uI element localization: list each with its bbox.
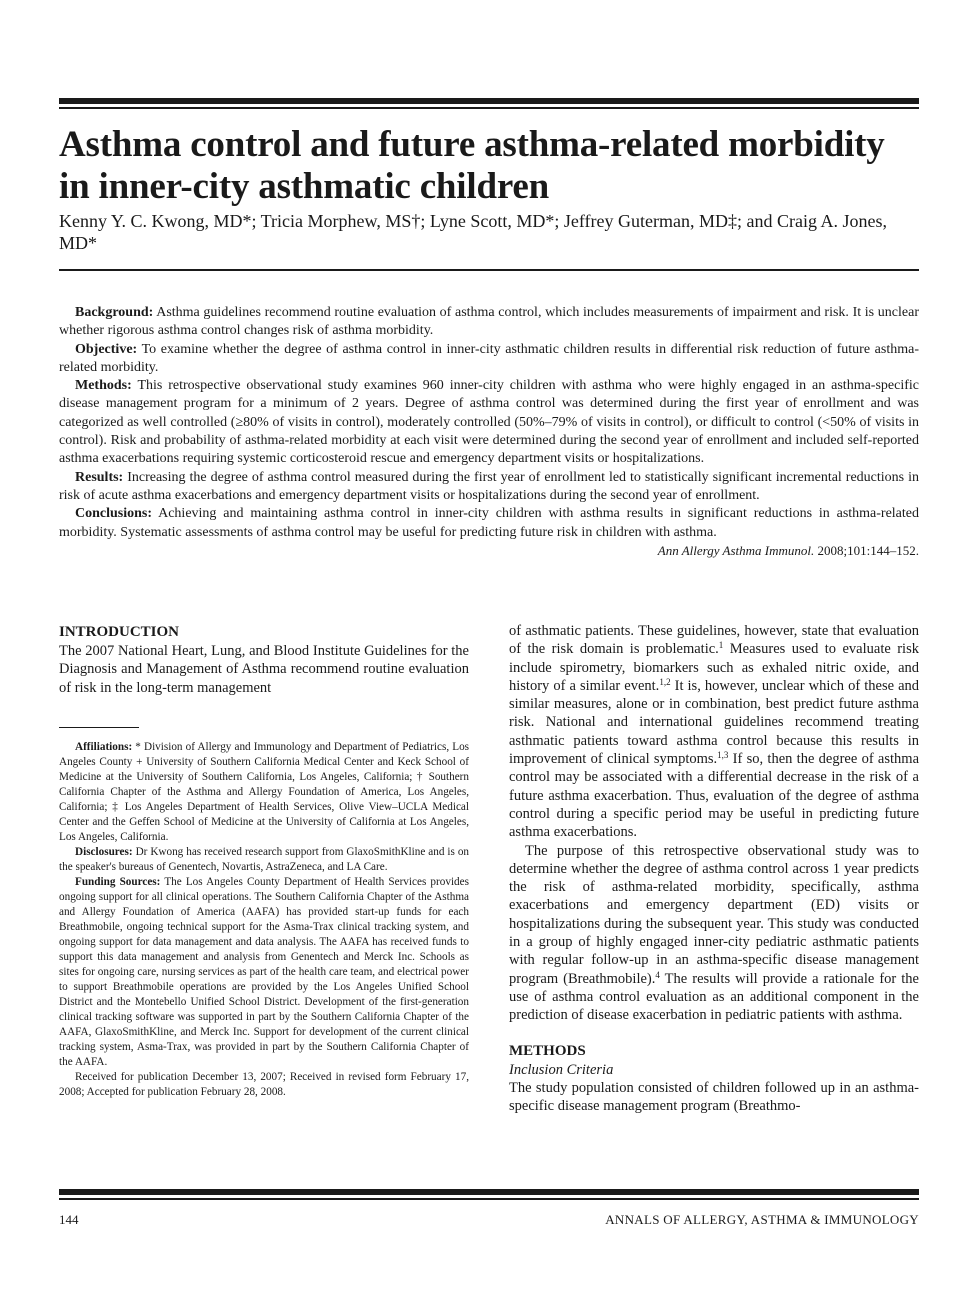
- introduction-paragraph-2: [509, 842, 919, 1025]
- footer-rule-bottom: [59, 1198, 919, 1200]
- reference-superscript: 1,3: [717, 750, 729, 761]
- header-rule-bottom: [59, 107, 919, 109]
- affiliations-label: Affiliations:: [75, 740, 133, 753]
- footnote-rule: [59, 727, 139, 728]
- reference-superscript: 1: [718, 640, 724, 651]
- citation-journal: Ann Allergy Asthma Immunol.: [657, 542, 815, 558]
- methods-subheading: Inclusion Criteria: [509, 1061, 614, 1078]
- funding-label: Funding Sources:: [75, 875, 161, 888]
- funding-text: The Los Angeles County Department of Health Services provides ongoing support for all clinical operations. The Southern California Chapter of the Asthma and Allergy Foundation of America (AAFA) has provided start-up funds for each Breathmobile, ongoing technical support for the Asma-Trax clinical tracking system, and ongoing support for data management and data analysis. The AAFA has received funds to support this data management and analysis from Genentech and Merck Inc. Schools as sites for ongoing care, nursing services as part of the health care team, and electrical power to support Breathmobile operations are provided by the Los Angeles Unified School District and the Montebello Unified School District. Development of the first-generation clinical tracking software was supported in part by the Southern California Chapter of the AAFA, GlaxoSmithKline, and Merck Inc. Support for development of the current clinical tracking system, Asma-Trax, was provided in part by the Southern California Chapter of the AAFA.: [59, 875, 469, 1068]
- abstract-methods-text: This retrospective observational study examines 960 inner-city children with asthma who were highly engaged in an asthma-specific disease management program for a minimum of 2 years. Degree of asthma control was determined during the first year of enrollment and was categorized as well controlled (≥80% of visits in control), moderately controlled (50%–79% of visits in control), or difficult to control (<50% of visits in control). Risk and probability of asthma-related morbidity at each visit were determined during the second year of enrollment and included self-reported asthma exacerbations requiring systemic corticosteroid rescue and emergency department visits or hospitalizations.: [59, 378, 919, 467]
- abstract-results: [59, 469, 919, 506]
- reference-superscript: 1,2: [659, 676, 671, 687]
- header-rule-top: [59, 98, 919, 104]
- intro-text-a: of asthmatic patients. These guidelines, however, state that evaluation of the risk domain is problematic.: [509, 623, 919, 658]
- article-authors: Kenny Y. C. Kwong, MD*; Tricia Morphew, MS†; Lyne Scott, MD*; Jeffrey Guterman, MD‡; and Craig A. Jones, MD*: [59, 211, 887, 253]
- abstract-background-text: Asthma guidelines recommend routine evaluation of asthma control, which includes measurements of impairment and risk. It is unclear whether rigorous asthma control changes risk of asthma morbidity.: [59, 305, 919, 339]
- footer-rule-top: [59, 1189, 919, 1195]
- page-number: 144: [59, 1212, 79, 1227]
- intro-p2-text-a: The purpose of this retrospective observational study was to determine whether the degree of asthma control across 1 year predicts the risk of asthma-related morbidity, specifically, asthma exacerbations and emergency department (ED) visits or hospitalizations during the subsequent year. This study was conducted in a group of highly engaged inner-city pediatric asthmatic patients with regular follow-up in an asthma-specific disease management program (Breathmobile).: [509, 842, 919, 987]
- footnote-received: Received for publication December 13, 2007; Received in revised form February 17, 2008; Accepted for publication February 28, 2008.: [59, 1070, 469, 1098]
- disclosures-text: Dr Kwong has received research support from GlaxoSmithKline and is on the speaker's bureaus of Genentech, Novartis, AstraZeneca, and LA Care.: [59, 845, 470, 873]
- abstract-objective-text: To examine whether the degree of asthma control in inner-city asthmatic children results in differential risk reduction of future asthma-related morbidity.: [59, 341, 919, 375]
- intro-text-d: If so, then the degree of asthma control may be associated with a differential decrease in the risk of a future asthma exacerbation. Thus, evaluation of the degree of asthma control during a specific period may be useful in predicting future asthma exacerbations.: [509, 751, 920, 841]
- abstract-results-label: Results:: [75, 469, 124, 485]
- left-column: [59, 622, 469, 1100]
- abstract-background-label: Background:: [75, 305, 154, 320]
- abstract-conclusions-text: Achieving and maintaining asthma control in inner-city children with asthma results in significant reductions in asthma-related morbidity. Systematic assessments of asthma control may be useful for predicting future risk in children with asthma.: [59, 506, 919, 540]
- citation-details: 2008;101:144–152.: [817, 542, 919, 558]
- intro-text-c: It is, however, unclear which of these and similar measures, alone or in combination, best predict future asthma risk. National and international guidelines recommend treating asthmatic patients toward asthma control because this results in improvement of clinical symptoms.: [509, 677, 920, 768]
- abstract-methods-label: Methods:: [75, 378, 132, 394]
- right-column: [509, 622, 919, 1115]
- introduction-paragraph-1: The 2007 National Heart, Lung, and Blood Institute Guidelines for the Diagnosis and Management of Asthma recommend routine evaluation of risk in the long-term management: [59, 643, 469, 696]
- intro-text-b: Measures used to evaluate risk include spirometry, biomarkers such as exhaled nitric oxide, and history of a similar event.: [509, 641, 919, 694]
- footnotes: [59, 740, 469, 1100]
- abstract-objective-label: Objective:: [75, 341, 138, 357]
- abstract-top-rule: [59, 269, 919, 271]
- affiliations-text: * Division of Allergy and Immunology and Department of Pediatrics, Los Angeles County + University of Southern California Medical Center and Keck School of Medicine at the University of Southern California, Los Angeles, California; † Southern California Chapter of the Asthma and Allergy Foundation of America, Los Angeles, California; ‡ Los Angeles Department of Health Services, Olive View–UCLA Medical Center and the Geffen School of Medicine at the University of California at Los Angeles, Los Angeles, California.: [59, 740, 470, 843]
- intro-p2-text-b: The results will provide a rationale for the use of asthma control evaluation as an additional component in the prediction of disease exacerbation in pediatric patients with asthma.: [509, 970, 919, 1024]
- abstract-conclusions-label: Conclusions:: [75, 506, 153, 522]
- abstract-background: [59, 304, 919, 341]
- disclosures-label: Disclosures:: [75, 845, 133, 858]
- footnote-affiliations: [59, 740, 469, 845]
- footnote-disclosures: [59, 845, 469, 875]
- methods-paragraph-1: The study population consisted of children followed up in an asthma-specific disease management program (Breathmo-: [509, 1079, 919, 1115]
- introduction-heading: INTRODUCTION: [59, 624, 180, 640]
- abstract-conclusions: [59, 505, 919, 542]
- introduction-paragraph-1-continued: [509, 622, 919, 842]
- methods-heading: METHODS: [509, 1042, 586, 1059]
- journal-name: ANNALS OF ALLERGY, ASTHMA & IMMUNOLOGY: [605, 1212, 919, 1227]
- article-title: Asthma control and future asthma-related morbidity in inner-city asthmatic children: [59, 124, 885, 207]
- abstract-results-text: Increasing the degree of asthma control measured during the first year of enrollment led to statistically significant incremental reductions in risk of acute asthma exacerbations and emergency department visits or hospitalizations during the second year of enrollment.: [59, 469, 919, 503]
- footnote-funding: [59, 875, 469, 1070]
- abstract: [59, 304, 919, 560]
- abstract-methods: [59, 377, 919, 468]
- citation: [59, 542, 919, 560]
- reference-superscript: 4: [655, 969, 660, 980]
- abstract-objective: [59, 341, 919, 378]
